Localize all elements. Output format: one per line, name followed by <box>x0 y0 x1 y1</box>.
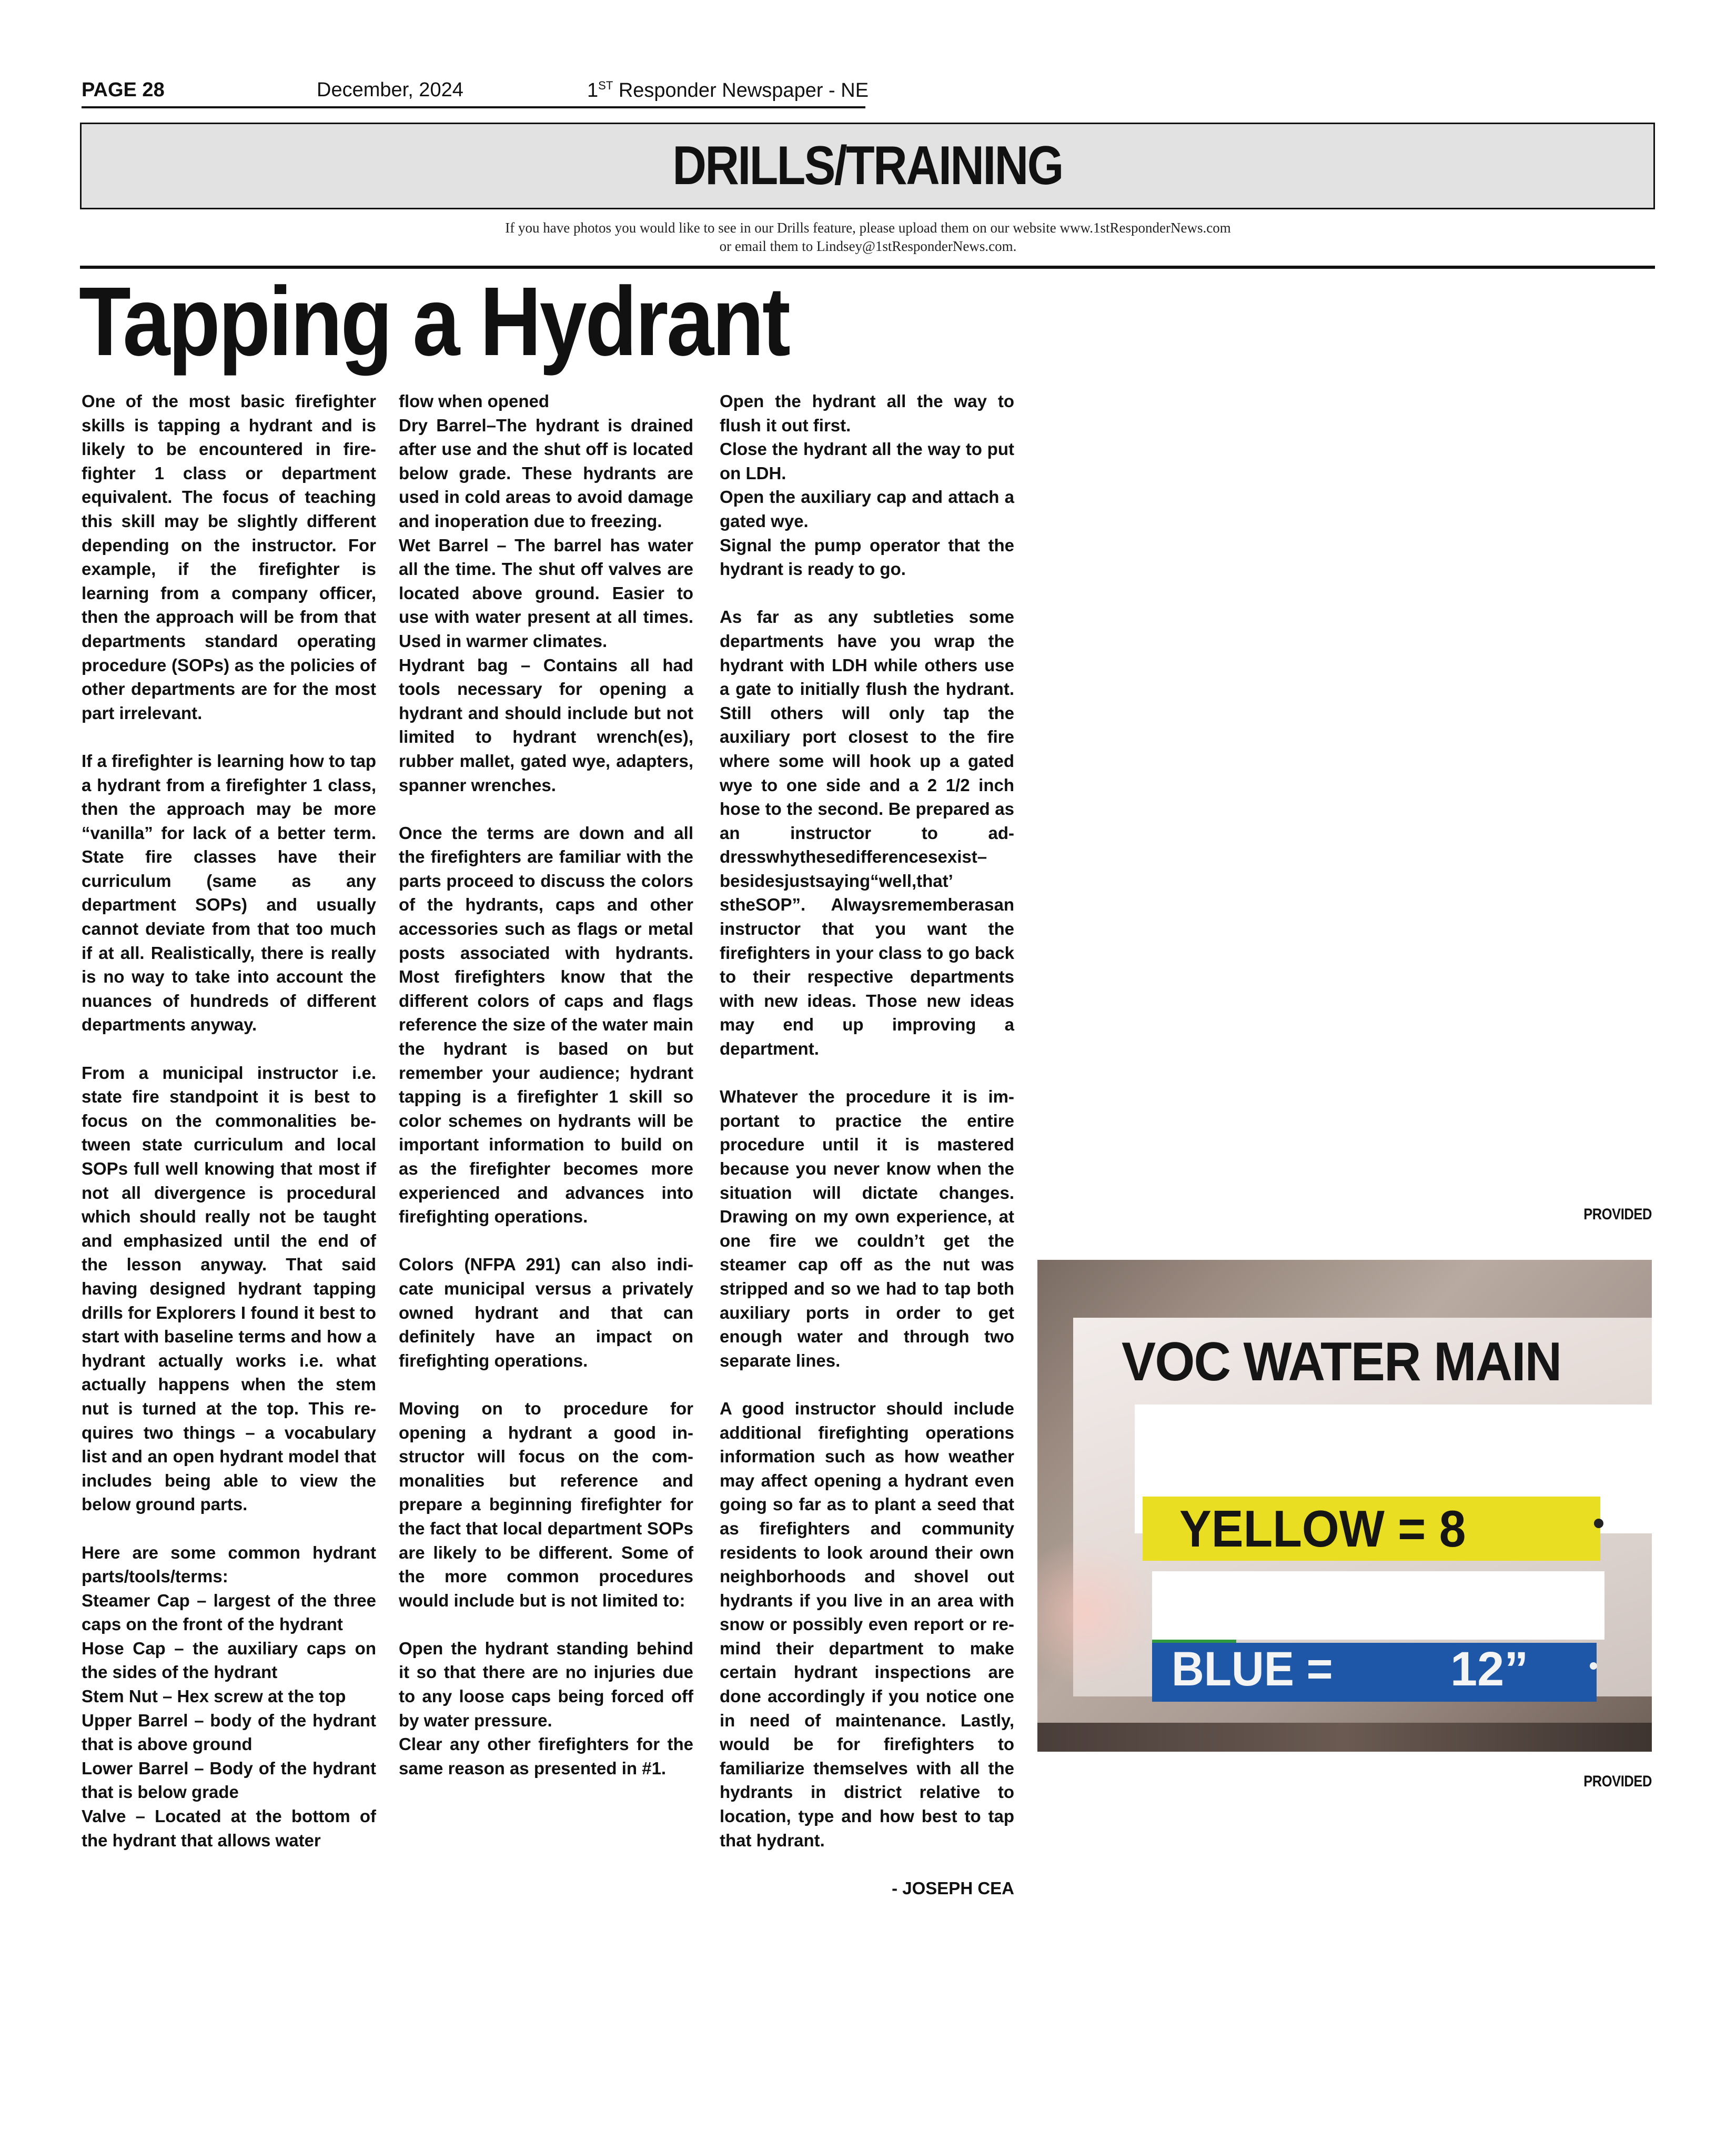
article-column-1 <box>82 389 376 1852</box>
paragraph: From a municipal instructor i.e. state fire standpoint it is best to focus on the commonalities between state curriculum and local SOPs full well knowing that most if not all divergence is procedural which should really not be taught and emphasized until the end of the lesson anyway. That said having designed hydrant tapping drills for Explorers I found it best to start with baseline terms and how a hydrant actually works i.e. what actually happens when the stem nut is turned at the top. This requires two things – a vocabulary list and an open hydrant model that includes being able to view the below ground parts. <box>82 1063 376 1514</box>
procedure-step: Clear any other firefighters for the same reason as presented in #1. <box>399 1734 693 1778</box>
procedure-step: Signal the pump operator that the hydrant is ready to go. <box>720 535 1014 579</box>
submission-notice-line-2: or email them to Lindsey@1stResponderNews.com. <box>719 238 1017 254</box>
term-item: Hose Cap – the auxiliary caps on the sides of the hydrant <box>82 1638 376 1682</box>
page-number: PAGE 28 <box>82 79 165 101</box>
header-rule <box>82 106 865 108</box>
yellow-label: YELLOW = 8 <box>1179 1500 1466 1558</box>
term-item: Wet Barrel – The barrel has water all the time. The shut off valves are located above ground. Easier to use with water present at all times. Used in warmer climates. <box>399 535 693 651</box>
term-item: Valve – Located at the bottom of the hydrant that allows water <box>82 1806 376 1850</box>
newspaper-name-lead: 1 <box>587 79 599 102</box>
term-item: Lower Barrel – Body of the hydrant that is below grade <box>82 1758 376 1802</box>
blue-value: 12” <box>1450 1642 1529 1696</box>
term-item: Upper Barrel – body of the hydrant that is above ground <box>82 1710 376 1754</box>
paragraph: A good instructor should include additional firefighting operations information such as how weather may affect opening a hydrant even going so far as to plant a seed that as firefighters and community residents to look around their own neighborhoods and shovel out hydrants if you live in an area with snow or possibly even report or remind their department to make certain hydrant inspections are done accordingly if you notice one in need of maintenance. Lastly, would be for firefighters to familiarize themselves with all the hydrants in district relative to location, type and how best to tap that hydrant. <box>720 1398 1014 1850</box>
term-item: Dry Barrel–The hydrant is drained after use and the shut off is located below grade. These hydrants are used in cold areas to avoid damage and inoperation due to freezing. <box>399 415 693 531</box>
sign-title: VOC WATER MAIN <box>1122 1331 1561 1392</box>
paragraph: Colors (NFPA 291) can also indicate municipal versus a privately owned hydrant and that can definitely have an impact on firefighting operations. <box>399 1255 693 1370</box>
dot-marker <box>1594 1519 1603 1528</box>
paragraph: Once the terms are down and all the firefighters are familiar with the parts proceed to discuss the colors of the hydrants, caps and other accessories such as flags or metal posts associated with hydrants. Most firefighters know that the different colors of caps and flags reference the size of the water main the hydrant is based on but remember your audience; hydrant tapping is a firefighter 1 skill so color schemes on hydrants will be important information to build on as the firefighter becomes more experienced and advances into firefighting operations. <box>399 823 693 1227</box>
term-item: flow when opened <box>399 391 549 411</box>
hydrant-sign-photo <box>1037 1260 1652 1752</box>
paragraph: One of the most basic firefighter skills is tapping a hydrant and is likely to be encountered in firefighter 1 class or department equivalent. The focus of teaching this skill may be slightly different depending on the instructor. For example, if the firefighter is learning from a company officer, then the approach will be from that departments standard operating procedure (SOPs) as the policies of other departments are for the most part irrelevant. <box>82 391 376 723</box>
article-byline: - JOSEPH CEA <box>892 1878 1014 1898</box>
procedure-step: Open the hydrant all the way to flush it out first. <box>720 391 1014 435</box>
article-column-2 <box>399 389 693 1780</box>
newspaper-name-sup: ST <box>598 79 613 92</box>
term-item: Steamer Cap – largest of the three caps on the front of the hydrant <box>82 1590 376 1634</box>
section-title: DRILLS/TRAINING <box>672 135 1063 196</box>
article-column-3 <box>720 389 1014 1900</box>
redaction-box <box>1152 1571 1604 1640</box>
photo-credit-top: PROVIDED <box>1583 1206 1652 1223</box>
section-banner <box>80 123 1655 209</box>
article-headline: Tapping a Hydrant <box>79 267 789 376</box>
newspaper-name <box>587 79 869 102</box>
issue-date: December, 2024 <box>317 79 463 101</box>
blue-label: BLUE = <box>1172 1642 1333 1696</box>
paragraph: Here are some common hydrant parts/tools/terms: <box>82 1542 376 1587</box>
dot-marker <box>1590 1662 1597 1670</box>
procedure-step: Open the auxiliary cap and attach a gated wye. <box>720 487 1014 531</box>
paragraph: As far as any subtleties some departments have you wrap the hydrant with LDH while others use a gate to initially flush the hydrant. Still others will only tap the auxiliary port closest to the fire where some will hook up a gated wye to one side and a 2 1/2 inch hose to the second. Be prepared as an instructor to addresswhythesedifferencesexist–besidesjustsaying“well,that’ stheSOP”. Alwaysrememberasan instructor that you want the firefighters in your class to go back to their respective departments with new ideas. Those new ideas may end up improving a department. <box>720 607 1014 1059</box>
submission-notice-line-1: If you have photos you would like to see in our Drills feature, please upload them on our website www.1stResponderNews.com <box>505 220 1231 236</box>
procedure-step: Close the hydrant all the way to put on LDH. <box>720 439 1014 483</box>
newspaper-name-rest: Responder Newspaper - NE <box>613 79 869 102</box>
term-item: Hydrant bag – Contains all had tools necessary for opening a hydrant and should include but not limited to hydrant wrench(es), rubber mallet, gated wye, adapters, spanner wrenches. <box>399 655 693 795</box>
term-item: Stem Nut – Hex screw at the top <box>82 1686 346 1706</box>
paragraph: Moving on to procedure for opening a hydrant a good instructor will focus on the commonalities but reference and prepare a beginning firefighter for the fact that local department SOPs are likely to be different. Some of the more common procedures would include but is not limited to: <box>399 1398 693 1610</box>
paragraph: If a firefighter is learning how to tap a hydrant from a firefighter 1 class, then the approach may be more “vanilla” for lack of a better term. State fire classes have their curriculum (same as any department SOPs) and usually cannot deviate from that too much if at all. Realistically, there is really is no way to take into account the nuances of hundreds of different departments anyway. <box>82 751 376 1035</box>
photo-credit-bottom: PROVIDED <box>1583 1773 1652 1790</box>
photo-bottom-edge <box>1037 1723 1652 1752</box>
paragraph: Whatever the procedure it is important to practice the entire procedure until it is mastered because you never know when the situation will dictate changes. Drawing on my own experience, at one fire we couldn’t get the steamer cap off as the nut was stripped and so we had to tap both auxiliary ports in order to get enough water and through two separate lines. <box>720 1087 1014 1370</box>
procedure-step: Open the hydrant standing behind it so that there are no injuries due to any loose caps being forced off by water pressure. <box>399 1638 693 1730</box>
